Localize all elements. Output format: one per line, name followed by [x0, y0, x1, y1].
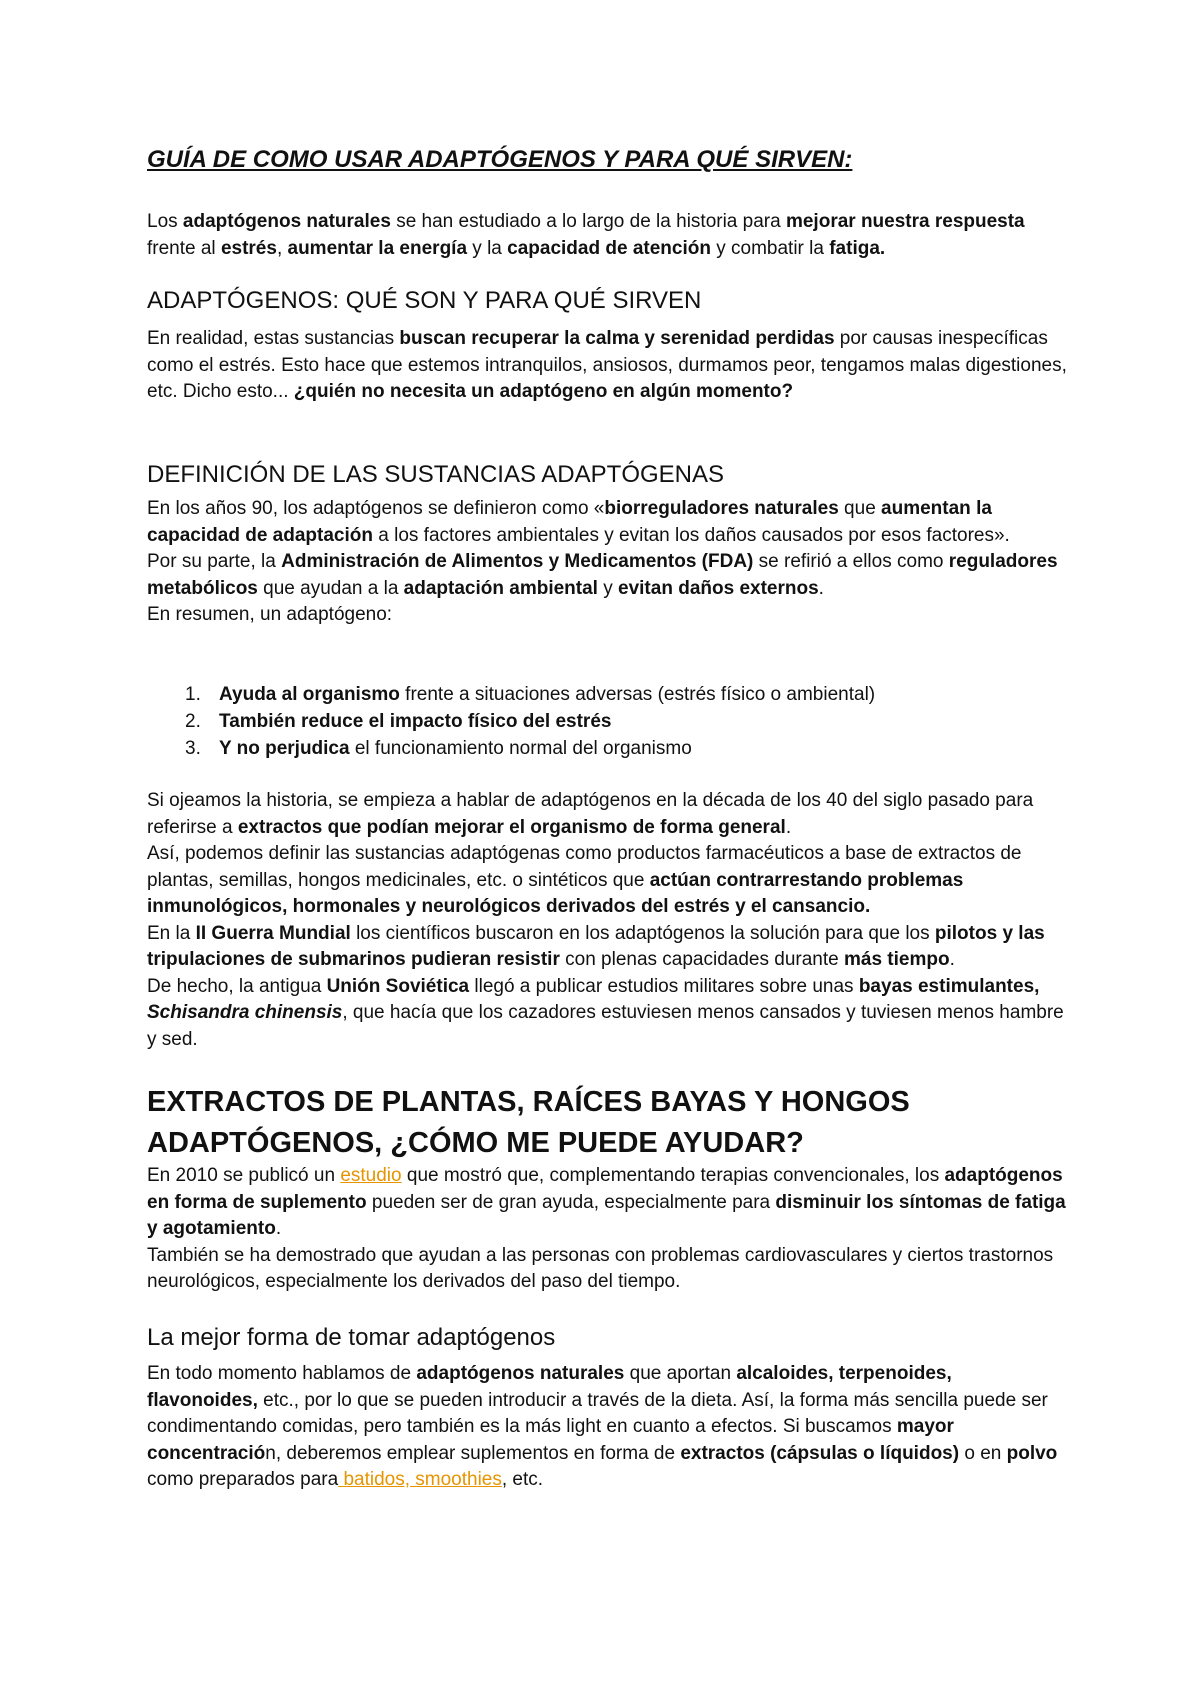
emphasis-text: bayas estimulantes, — [858, 975, 1040, 997]
body-text: . — [818, 577, 824, 599]
body-text: y la — [467, 237, 508, 259]
emphasis-text: adaptógenos naturales — [182, 211, 391, 232]
inline-link[interactable]: batidos, smoothies — [338, 1469, 502, 1490]
body-text: llegó a publicar estudios militares sobre unas — [469, 975, 859, 997]
body-text: , — [276, 237, 288, 259]
section-heading-what-are: ADAPTÓGENOS: QUÉ SON Y PARA QUÉ SIRVEN — [147, 287, 702, 314]
definition-paragraph-2 — [147, 549, 1067, 602]
best-way-paragraph — [147, 1361, 1067, 1494]
emphasis-text: fatiga. — [829, 237, 886, 259]
emphasis-text: disminuir los síntomas de fatiga y agotamiento — [147, 1191, 1066, 1239]
body-text: a los factores ambientales y evitan los daños causados por esos factores». — [372, 524, 1010, 546]
emphasis-text: estrés — [220, 237, 277, 259]
body-text: De hecho, la antigua — [147, 975, 327, 997]
body-text: que ayudan a la — [257, 577, 404, 599]
emphasis-text: aumentar la energía — [287, 237, 468, 259]
body-text: Si ojeamos la historia, se empieza a hablar de adaptógenos en la década de los 40 del siglo pasado para referirse a — [147, 790, 1034, 838]
extracts-paragraph — [147, 1163, 1067, 1296]
body-text: pueden ser de gran ayuda, especialmente para — [366, 1191, 776, 1213]
body-text: como preparados para — [147, 1469, 339, 1490]
body-text: que aportan — [624, 1363, 737, 1384]
body-text: En los años 90, los adaptógenos se definieron como « — [147, 498, 605, 519]
body-text: . — [949, 949, 955, 970]
body-text: En 2010 se publicó un — [147, 1165, 341, 1186]
body-text: . — [275, 1218, 282, 1239]
body-text: n, deberemos emplear suplementos en forma de — [265, 1442, 681, 1464]
body-text: con plenas capacidades durante — [559, 949, 844, 970]
body-text: frente al — [147, 237, 221, 259]
emphasis-text: ¿quién no necesita un adaptógeno en algún momento? — [293, 381, 794, 402]
body-text: o en — [959, 1442, 1007, 1464]
emphasis-text: extractos que podían mejorar el organismo de forma general — [237, 816, 786, 838]
emphasis-text: pilotos y las tripulaciones de submarinos pudieran resistir — [147, 922, 1045, 970]
body-text: frente a situaciones adversas (estrés físico o ambiental) — [399, 684, 876, 705]
emphasis-text: Schisandra chinensis — [147, 1002, 343, 1023]
emphasis-text: Administración de Alimentos y Medicamentos (FDA) — [281, 551, 754, 572]
body-text: por causas inespecíficas como el estrés. Esto hace que estemos intranquilos, ansiosos, durmamos peor, tengamos malas digestiones, etc. Dicho esto... — [147, 328, 1067, 402]
intro-paragraph — [147, 209, 1067, 262]
history-paragraph — [147, 788, 1067, 1053]
definition-block — [147, 496, 1067, 629]
emphasis-text: buscan recuperar la calma y serenidad perdidas — [399, 328, 835, 349]
emphasis-text: II Guerra Mundial — [195, 922, 351, 944]
body-text: y combatir la — [710, 237, 830, 259]
emphasis-text: reguladores metabólicos — [147, 551, 1058, 599]
body-text: que mostró que, complementando terapias convencionales, los — [401, 1165, 945, 1186]
body-text: . — [785, 816, 792, 838]
document-title: GUÍA DE COMO USAR ADAPTÓGENOS Y PARA QUÉ SIRVEN: — [147, 146, 853, 173]
body-text: En la — [147, 922, 196, 944]
emphasis-text: Y no perjudica — [219, 738, 350, 759]
emphasis-text: Ayuda al organismo — [219, 684, 400, 705]
body-text: Por su parte, la — [147, 551, 282, 572]
section-heading-definition: DEFINICIÓN DE LAS SUSTANCIAS ADAPTÓGENAS — [147, 461, 725, 488]
definition-paragraph-3: En resumen, un adaptógeno: — [147, 604, 393, 625]
emphasis-text: aumentan la capacidad de adaptación — [147, 498, 992, 546]
body-text: En todo momento hablamos de — [147, 1363, 417, 1384]
body-text: se refirió a ellos como — [753, 551, 949, 572]
emphasis-text: adaptación ambiental — [403, 577, 598, 599]
section1-paragraph — [147, 326, 1067, 406]
inline-link[interactable]: estudio — [340, 1165, 402, 1186]
emphasis-text: evitan daños externos — [618, 577, 819, 599]
emphasis-text: alcaloides, terpenoides, flavonoides, — [147, 1363, 952, 1411]
emphasis-text: polvo — [1006, 1442, 1058, 1464]
emphasis-text: capacidad de atención — [507, 237, 711, 259]
emphasis-text: Unión Soviética — [326, 975, 470, 997]
body-text: , que hacía que los cazadores estuviesen menos cansados y tuviesen menos hambre y sed. — [147, 1002, 1064, 1050]
body-text: Los — [147, 211, 183, 232]
body-text: que — [838, 498, 882, 519]
emphasis-text: más tiempo — [844, 949, 950, 970]
body-text: etc., por lo que se pueden introducir a través de la dieta. Así, la forma más sencilla puede ser condimentando comidas, pero también es la más light en cuanto a efectos. Si buscamos — [147, 1389, 1048, 1437]
body-text: Así, podemos definir las sustancias adaptógenas como productos farmacéuticos a base de extractos de plantas, semillas, hongos medicinales, etc. o sintéticos que — [147, 843, 1022, 891]
body-text: , etc. — [501, 1469, 544, 1490]
list-item: 3. Y no perjudica el funcionamiento normal del organismo — [185, 738, 692, 759]
body-text: los científicos buscaron en los adaptógenos la solución para que los — [350, 922, 935, 944]
emphasis-text: extractos (cápsulas o líquidos) — [680, 1442, 960, 1464]
body-text: En realidad, estas sustancias — [147, 328, 400, 349]
emphasis-text: adaptógenos en forma de suplemento — [147, 1165, 1063, 1213]
emphasis-text: biorreguladores naturales — [604, 498, 839, 519]
list-item: 1. Ayuda al organismo frente a situaciones adversas (estrés físico o ambiental) — [185, 684, 876, 705]
body-text: y — [597, 577, 619, 599]
body-text: se han estudiado a lo largo de la historia para — [390, 211, 786, 232]
section-heading-best-way: La mejor forma de tomar adaptógenos — [147, 1324, 556, 1351]
emphasis-text: actúan contrarrestando problemas inmunológicos, hormonales y neurológicos derivados del estrés y el cansancio. — [147, 869, 964, 917]
body-text: También se ha demostrado que ayudan a las personas con problemas cardiovasculares y ciertos trastornos neurológicos, especialmente los derivados del paso del tiempo. — [147, 1244, 1054, 1292]
definition-paragraph-1 — [147, 496, 1067, 549]
section-heading-extracts: EXTRACTOS DE PLANTAS, RAÍCES BAYAS Y HONGOS ADAPTÓGENOS, ¿CÓMO ME PUEDE AYUDAR? — [147, 1086, 910, 1159]
adaptogen-list — [147, 681, 1067, 762]
emphasis-text: adaptógenos naturales — [416, 1363, 625, 1384]
emphasis-text: mejorar nuestra respuesta — [785, 211, 1025, 232]
emphasis-text: mayor concentració — [147, 1416, 954, 1464]
list-item: 2. También reduce el impacto físico del estrés — [185, 711, 612, 732]
body-text: el funcionamiento normal del organismo — [349, 738, 692, 759]
emphasis-text: También reduce el impacto físico del estrés — [219, 711, 612, 732]
